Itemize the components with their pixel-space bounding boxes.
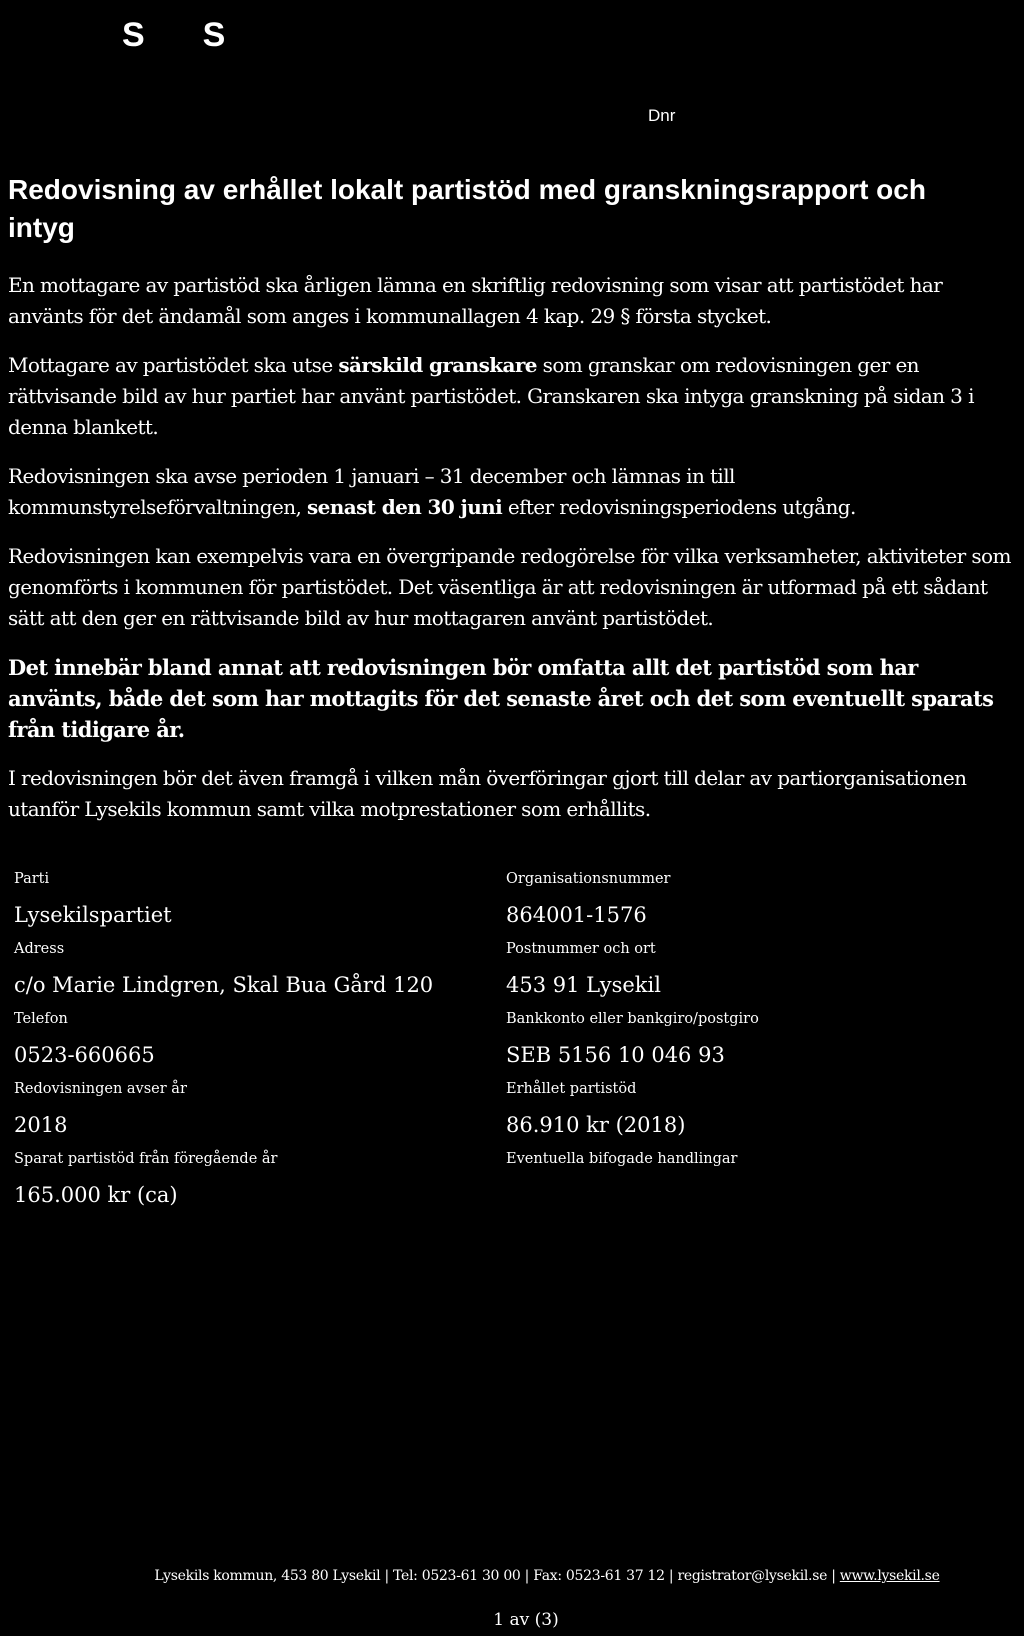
- website-link[interactable]: www.lysekil.se: [839, 1568, 940, 1584]
- field-received-support: [506, 1080, 986, 1150]
- dnr-label: Dnr: [648, 106, 676, 125]
- field-attachments: [506, 1150, 986, 1220]
- field-label: Bankkonto eller bankgiro/postgiro: [506, 1011, 759, 1027]
- year-value[interactable]: 2018: [14, 1113, 68, 1137]
- paragraph-auditor: [8, 350, 1018, 443]
- paragraph-auditor-emphasis: särskild granskare: [338, 353, 537, 377]
- paragraph-example: Redovisningen kan exempelvis vara en övergripande redogörelse för vilka verksamheter, aktiviteter som genomförts i kommunen för partistödet. Det väsentliga är att redovisningen är utformad på ett sådant sätt att den ger en rättvisande bild av hur mottagaren använt partistödet.: [8, 544, 1011, 630]
- paragraph-deadline-emphasis: senast den 30 juni: [307, 495, 503, 519]
- form-column-right: [506, 870, 986, 1220]
- saved-support-value[interactable]: 165.000 kr (ca): [14, 1183, 178, 1207]
- field-postal: [506, 940, 986, 1010]
- field-label: Parti: [14, 871, 50, 887]
- field-label: Sparat partistöd från föregående år: [14, 1151, 278, 1167]
- paragraph-scope: Det innebär bland annat att redovisningen bör omfatta allt det partistöd som har använts, både det som har mottagits för det senaste året och det som eventuellt sparats från tidigare år.: [8, 655, 994, 742]
- org-number-value[interactable]: 864001-1576: [506, 903, 647, 927]
- party-value[interactable]: Lysekilspartiet: [14, 903, 172, 927]
- field-label: Adress: [14, 941, 65, 957]
- received-support-value[interactable]: 86.910 kr (2018): [506, 1113, 686, 1137]
- instructions: [8, 270, 1018, 843]
- document-title: Redovisning av erhållet lokalt partistöd med granskningsrapport och intyg: [8, 174, 926, 243]
- page-number: 1 av (3): [493, 1610, 559, 1630]
- paragraph-transfers: I redovisningen bör det även framgå i vilken mån överföringar gjort till delar av partiorganisationen utanför Lysekils kommun samt vilka motprestationer som erhållits.: [8, 766, 967, 821]
- footer-contact: [0, 1568, 1024, 1584]
- paragraph-purpose: En mottagare av partistöd ska årligen lämna en skriftlig redovisning som visar att partistödet har använts för det ändamål som anges i kommunallagen 4 kap. 29 § första stycket.: [8, 273, 943, 328]
- phone-value[interactable]: 0523-660665: [14, 1043, 155, 1067]
- field-label: Redovisningen avser år: [14, 1081, 187, 1097]
- footer-contact-text: Lysekils kommun, 453 80 Lysekil | Tel: 0523-61 30 00 | Fax: 0523-61 37 12 | registrator@lysekil.se |: [154, 1568, 840, 1584]
- field-phone: [14, 1010, 494, 1080]
- paragraph-deadline-text-end: efter redovisningsperiodens utgång.: [502, 495, 856, 519]
- address-value[interactable]: c/o Marie Lindgren, Skal Bua Gård 120: [14, 973, 434, 997]
- field-bank-account: [506, 1010, 986, 1080]
- paragraph-auditor-text: Mottagare av partistödet ska utse: [8, 353, 339, 377]
- field-year: [14, 1080, 494, 1150]
- field-address: [14, 940, 494, 1010]
- paragraph-auditor-text-end: som granskar om redovisningen ger en rättvisande bild av hur partiet har använt partistödet. Granskaren ska intyga granskning på sidan 3 i denna blankett.: [8, 353, 974, 439]
- field-saved-support: [14, 1150, 494, 1220]
- form-column-left: [14, 870, 494, 1220]
- field-party: [14, 870, 494, 940]
- paragraph-deadline: [8, 461, 1018, 523]
- field-label: Organisationsnummer: [506, 871, 671, 887]
- field-label: Eventuella bifogade handlingar: [506, 1151, 738, 1167]
- bank-account-value[interactable]: SEB 5156 10 046 93: [506, 1043, 725, 1067]
- postal-value[interactable]: 453 91 Lysekil: [506, 973, 661, 997]
- field-label: Postnummer och ort: [506, 941, 656, 957]
- field-label: Telefon: [14, 1011, 68, 1027]
- field-label: Erhållet partistöd: [506, 1081, 637, 1097]
- municipality-logo: SS: [122, 16, 284, 54]
- paragraph-deadline-text: Redovisningen ska avse perioden 1 januari – 31 december och lämnas in till kommunstyrelseförvaltningen,: [8, 464, 735, 519]
- field-org-number: [506, 870, 986, 940]
